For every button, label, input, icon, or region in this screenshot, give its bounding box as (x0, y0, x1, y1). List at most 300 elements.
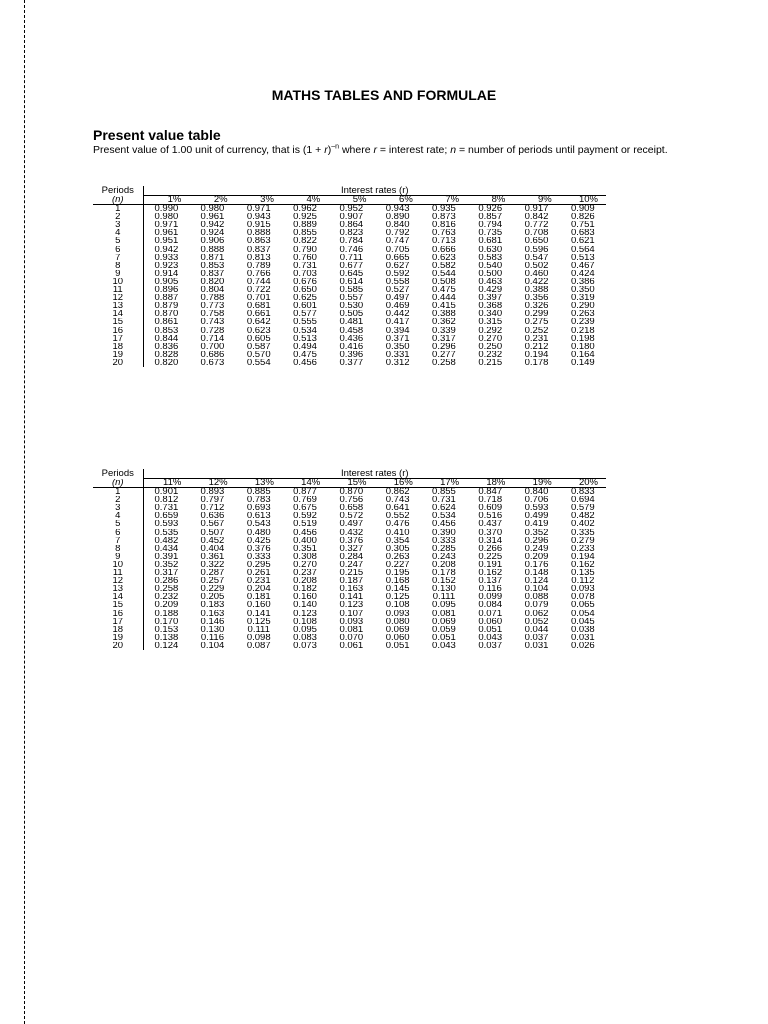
present-value-cell: 0.609 (478, 504, 503, 513)
present-value-cell: 0.187 (339, 577, 364, 586)
present-value-cell: 0.701 (246, 294, 271, 303)
rate-column-header: 15% (328, 479, 374, 488)
present-value-cell: 0.888 (246, 229, 271, 238)
present-value-cell: 0.952 (339, 204, 364, 214)
present-value-cell: 0.059 (432, 625, 456, 634)
table-row (93, 335, 606, 343)
present-value-cell: 0.065 (570, 601, 595, 610)
period-number: 2 (93, 213, 143, 221)
period-number: 1 (93, 488, 143, 497)
periods-header: Periods (93, 186, 143, 196)
present-value-cell: 0.812 (154, 496, 179, 505)
table-row (93, 577, 606, 585)
rate-column-header: 9% (513, 196, 559, 205)
present-value-cell: 0.081 (432, 609, 456, 618)
present-value-cell: 0.208 (432, 560, 456, 570)
rate-column-header: 16% (374, 479, 420, 488)
present-value-cell: 0.148 (524, 569, 549, 578)
present-value-cell: 0.480 (246, 528, 271, 537)
present-value-cell: 0.837 (246, 245, 271, 254)
table-row (93, 246, 606, 254)
present-value-cell: 0.424 (570, 269, 595, 278)
present-value-cell: 0.661 (246, 310, 271, 319)
present-value-cell: 0.194 (524, 350, 549, 359)
present-value-cell: 0.642 (246, 318, 271, 327)
table-row (93, 351, 606, 359)
present-value-cell: 0.183 (200, 601, 225, 610)
present-value-cell: 0.534 (432, 512, 456, 521)
period-number: 4 (93, 512, 143, 520)
present-value-cell: 0.636 (200, 512, 225, 521)
present-value-cell: 0.783 (246, 496, 271, 505)
present-value-cell: 0.111 (247, 625, 270, 634)
period-number: 11 (93, 286, 143, 294)
present-value-cell: 0.906 (200, 237, 225, 246)
present-value-cell: 0.893 (200, 487, 225, 497)
present-value-cell: 0.237 (293, 569, 317, 578)
present-value-cell: 0.335 (570, 528, 595, 537)
present-value-cell: 0.877 (293, 487, 317, 497)
present-value-cell: 0.857 (478, 213, 503, 222)
present-value-cell: 0.677 (339, 261, 364, 270)
table-row (93, 286, 606, 294)
present-value-cell: 0.437 (478, 520, 503, 529)
present-value-cell: 0.331 (385, 350, 410, 359)
present-value-cell: 0.840 (524, 487, 549, 497)
present-value-cell: 0.873 (432, 213, 456, 222)
present-value-cell: 0.170 (154, 617, 179, 626)
present-value-cell: 0.275 (524, 318, 549, 327)
present-value-cell: 0.943 (385, 204, 410, 214)
rate-column-header: 11% (143, 479, 189, 488)
present-value-cell: 0.962 (293, 204, 317, 214)
present-value-cell: 0.804 (200, 286, 225, 295)
table-row (93, 310, 606, 318)
present-value-cell: 0.924 (200, 229, 225, 238)
present-value-cell: 0.124 (524, 577, 549, 586)
present-value-cell: 0.232 (154, 593, 179, 602)
present-value-cell: 0.204 (246, 585, 271, 594)
present-value-cell: 0.415 (432, 302, 456, 311)
present-value-cell: 0.084 (478, 601, 503, 610)
present-value-cell: 0.788 (200, 294, 225, 303)
rate-column-header: 14% (282, 479, 328, 488)
period-number: 19 (93, 634, 143, 642)
present-value-cell: 0.182 (293, 585, 317, 594)
present-value-cell: 0.844 (154, 334, 179, 343)
present-value-cell: 0.452 (200, 536, 225, 545)
present-value-cell: 0.763 (432, 229, 456, 238)
period-number: 14 (93, 310, 143, 318)
present-value-cell: 0.961 (154, 229, 179, 238)
present-value-cell: 0.060 (478, 617, 503, 626)
present-value-cell: 0.218 (570, 326, 595, 335)
table-row (93, 585, 606, 593)
present-value-cell: 0.623 (432, 253, 456, 262)
rate-column-header: 7% (421, 196, 467, 205)
present-value-cell: 0.290 (570, 302, 595, 311)
present-value-cell: 0.840 (385, 221, 410, 230)
period-number: 6 (93, 246, 143, 254)
present-value-cell: 0.789 (246, 261, 271, 270)
present-value-cell: 0.502 (524, 261, 549, 270)
period-number: 10 (93, 561, 143, 569)
present-value-cell: 0.933 (154, 253, 179, 262)
present-value-cell: 0.340 (478, 310, 503, 319)
present-value-cell: 0.703 (293, 269, 317, 278)
present-value-cell: 0.079 (524, 601, 549, 610)
present-value-cell: 0.031 (524, 641, 549, 650)
present-value-cell: 0.650 (293, 286, 317, 295)
present-value-cell: 0.422 (524, 277, 549, 287)
period-number: 18 (93, 626, 143, 634)
present-value-cell: 0.744 (246, 277, 271, 287)
present-value-cell: 0.863 (246, 237, 271, 246)
period-number: 9 (93, 270, 143, 278)
present-value-cell: 0.482 (154, 536, 179, 545)
present-value-cell: 0.191 (478, 560, 503, 570)
present-value-cell: 0.935 (432, 204, 456, 214)
present-value-cell: 0.051 (385, 641, 410, 650)
present-value-cell: 0.080 (385, 617, 410, 626)
present-value-cell: 0.582 (432, 261, 456, 270)
present-value-cell: 0.467 (570, 261, 595, 270)
present-value-cell: 0.500 (478, 269, 503, 278)
present-value-cell: 0.263 (570, 310, 595, 319)
present-value-cell: 0.614 (339, 277, 364, 287)
rate-column-header: 5% (328, 196, 374, 205)
present-value-cell: 0.890 (385, 213, 410, 222)
present-value-cell: 0.061 (339, 641, 364, 650)
present-value-cell: 0.195 (385, 569, 410, 578)
description-text: = number of periods until payment or receipt. (456, 144, 668, 156)
present-value-cell: 0.585 (339, 286, 364, 295)
present-value-cell: 0.287 (200, 569, 225, 578)
present-value-cell: 0.711 (339, 253, 363, 262)
present-value-cell: 0.790 (293, 245, 317, 254)
present-value-cell: 0.675 (293, 504, 317, 513)
present-value-cell: 0.112 (571, 577, 595, 586)
present-value-cell: 0.180 (570, 342, 595, 351)
present-value-cell: 0.641 (385, 504, 410, 513)
present-value-cell: 0.980 (200, 204, 225, 214)
present-value-cell: 0.923 (154, 261, 179, 270)
present-value-cell: 0.596 (524, 245, 549, 254)
present-value-cell: 0.497 (385, 294, 410, 303)
present-value-cell: 0.125 (246, 617, 271, 626)
present-value-cell: 0.212 (524, 342, 549, 351)
present-value-cell: 0.592 (385, 269, 410, 278)
table-row (93, 618, 606, 626)
section-title: Present value table (93, 127, 221, 143)
present-value-cell: 0.915 (246, 221, 271, 230)
present-value-cell: 0.925 (293, 213, 317, 222)
present-value-cell: 0.853 (154, 326, 179, 335)
present-value-cell: 0.350 (570, 286, 595, 295)
present-value-cell: 0.371 (385, 334, 410, 343)
table-row (93, 634, 606, 642)
present-value-cell: 0.564 (570, 245, 595, 254)
present-value-cell: 0.396 (339, 350, 364, 359)
present-value-cell: 0.577 (293, 310, 317, 319)
present-value-cell: 0.961 (200, 213, 225, 222)
present-value-cell: 0.043 (432, 641, 456, 650)
present-value-cell: 0.458 (339, 326, 364, 335)
present-value-cell: 0.095 (293, 625, 317, 634)
present-value-cell: 0.547 (524, 253, 549, 262)
rate-column-header: 6% (374, 196, 420, 205)
present-value-cell: 0.258 (432, 358, 456, 367)
present-value-cell: 0.540 (478, 261, 503, 270)
present-value-cell: 0.820 (200, 277, 225, 287)
present-value-cell: 0.613 (246, 512, 271, 521)
present-value-cell: 0.475 (432, 286, 456, 295)
present-value-cell: 0.037 (524, 633, 549, 642)
present-value-cell: 0.700 (200, 342, 225, 351)
present-value-cell: 0.826 (570, 213, 595, 222)
present-value-cell: 0.125 (385, 593, 410, 602)
present-value-cell: 0.069 (385, 625, 410, 634)
period-number: 8 (93, 545, 143, 553)
present-value-cell: 0.951 (154, 237, 179, 246)
present-value-cell: 0.270 (478, 334, 503, 343)
table-row (93, 318, 606, 326)
page-title: MATHS TABLES AND FORMULAE (271, 87, 497, 103)
present-value-cell: 0.816 (432, 221, 456, 230)
present-value-cell: 0.714 (200, 334, 225, 343)
present-value-cell: 0.624 (432, 504, 456, 513)
rate-column-header: 4% (282, 196, 328, 205)
present-value-cell: 0.250 (478, 342, 503, 351)
present-value-cell: 0.160 (293, 593, 317, 602)
period-number: 11 (93, 569, 143, 577)
present-value-cell: 0.889 (293, 221, 317, 230)
rate-column-header: 10% (560, 196, 606, 205)
present-value-cell: 0.476 (385, 520, 410, 529)
present-value-cell: 0.315 (478, 318, 503, 327)
table-row (93, 294, 606, 302)
present-value-cell: 0.104 (200, 641, 225, 650)
present-value-cell: 0.111 (432, 593, 456, 602)
present-value-cell: 0.305 (385, 544, 410, 553)
present-value-cell: 0.285 (432, 544, 456, 553)
table-row (93, 553, 606, 561)
rate-column-header: 1% (143, 196, 189, 205)
period-number: 20 (93, 642, 143, 650)
page-margin-line (24, 0, 25, 1024)
table-row (93, 569, 606, 577)
present-value-cell: 0.499 (524, 512, 549, 521)
present-value-cell: 0.971 (246, 204, 271, 214)
present-value-cell: 0.557 (339, 294, 364, 303)
present-value-cell: 0.456 (293, 358, 317, 367)
present-value-cell: 0.284 (339, 552, 364, 561)
description-text: where (339, 144, 374, 156)
table-row (93, 237, 606, 245)
period-number: 17 (93, 335, 143, 343)
present-value-cell: 0.482 (570, 512, 595, 521)
periods-header: Periods (93, 469, 143, 479)
present-value-cell: 0.141 (246, 609, 271, 618)
present-value-cell: 0.308 (293, 552, 317, 561)
table-row (93, 488, 606, 497)
present-value-cell: 0.130 (200, 625, 225, 634)
present-value-cell: 0.534 (293, 326, 317, 335)
description-variable-r: r (373, 144, 377, 156)
present-value-cell: 0.149 (570, 358, 595, 367)
present-value-cell: 0.391 (154, 552, 179, 561)
present-value-cell: 0.558 (385, 277, 410, 287)
present-value-cell: 0.141 (339, 593, 364, 602)
present-value-cell: 0.070 (339, 633, 364, 642)
present-value-cell: 0.104 (524, 585, 549, 594)
present-value-cell: 0.914 (154, 269, 179, 278)
period-number: 15 (93, 318, 143, 326)
present-value-cell: 0.164 (570, 350, 595, 359)
present-value-cell: 0.731 (293, 261, 317, 270)
present-value-cell: 0.587 (246, 342, 271, 351)
period-number: 16 (93, 327, 143, 335)
present-value-cell: 0.361 (200, 552, 225, 561)
present-value-cell: 0.108 (385, 601, 410, 610)
present-value-cell: 0.481 (339, 318, 364, 327)
present-value-cell: 0.519 (293, 520, 317, 529)
present-value-cell: 0.402 (570, 520, 595, 529)
present-value-cell: 0.356 (524, 294, 549, 303)
present-value-cell: 0.593 (524, 504, 549, 513)
present-value-cell: 0.731 (154, 504, 179, 513)
rate-column-header: 19% (513, 479, 559, 488)
table-row (93, 327, 606, 335)
present-value-cell: 0.694 (570, 496, 595, 505)
present-value-cell: 0.390 (432, 528, 456, 537)
period-number: 17 (93, 618, 143, 626)
present-value-cell: 0.416 (339, 342, 364, 351)
present-value-cell: 0.277 (432, 350, 456, 359)
present-value-cell: 0.429 (478, 286, 503, 295)
present-value-cell: 0.194 (570, 552, 595, 561)
present-value-cell: 0.836 (154, 342, 179, 351)
present-value-cell: 0.888 (200, 245, 225, 254)
present-value-cell: 0.140 (293, 601, 317, 610)
present-value-cell: 0.247 (339, 560, 364, 570)
present-value-cell: 0.123 (293, 609, 317, 618)
period-number: 6 (93, 529, 143, 537)
present-value-cell: 0.417 (385, 318, 410, 327)
table-row (93, 642, 606, 650)
present-value-cell: 0.081 (339, 625, 364, 634)
present-value-cell: 0.837 (200, 269, 225, 278)
present-value-cell: 0.494 (293, 342, 317, 351)
present-value-cell: 0.756 (339, 496, 364, 505)
present-value-cell: 0.239 (570, 318, 595, 327)
present-value-cell: 0.160 (246, 601, 271, 610)
period-number: 13 (93, 585, 143, 593)
present-value-cell: 0.693 (246, 504, 271, 513)
present-value-cell: 0.252 (524, 326, 549, 335)
present-value-cell: 0.579 (570, 504, 595, 513)
present-value-cell: 0.747 (385, 237, 410, 246)
present-value-cell: 0.760 (293, 253, 317, 262)
present-value-cell: 0.243 (432, 552, 456, 561)
present-value-cell: 0.045 (570, 617, 595, 626)
present-value-cell: 0.124 (154, 641, 179, 650)
present-value-cell: 0.508 (432, 277, 456, 287)
present-value-cell: 0.397 (478, 294, 503, 303)
rate-column-header: 18% (467, 479, 513, 488)
present-value-cell: 0.209 (524, 552, 549, 561)
present-value-cell: 0.444 (432, 294, 456, 303)
present-value-cell: 0.535 (154, 528, 179, 537)
present-value-cell: 0.728 (200, 326, 225, 335)
present-value-cell: 0.299 (524, 310, 549, 319)
present-value-cell: 0.527 (385, 286, 410, 295)
present-value-cell: 0.162 (478, 569, 503, 578)
present-value-cell: 0.145 (385, 585, 410, 594)
rate-column-header: 17% (421, 479, 467, 488)
present-value-cell: 0.681 (246, 302, 271, 311)
present-value-cell: 0.322 (200, 560, 225, 570)
present-value-cell: 0.295 (246, 560, 271, 570)
present-value-cell: 0.377 (339, 358, 364, 367)
present-value-cell: 0.116 (478, 585, 502, 594)
present-value-cell: 0.312 (385, 358, 410, 367)
present-value-cell: 0.650 (524, 237, 549, 246)
description-text: ) (327, 144, 332, 156)
description-variable-n: n (450, 144, 457, 156)
present-value-cell: 0.871 (200, 253, 225, 262)
present-value-cell: 0.099 (478, 593, 503, 602)
table-row (93, 593, 606, 601)
present-value-cell: 0.706 (524, 496, 549, 505)
present-value-cell: 0.507 (200, 528, 225, 537)
period-number: 13 (93, 302, 143, 310)
present-value-cell: 0.368 (478, 302, 503, 311)
periods-n-header: (n) (93, 479, 143, 488)
present-value-cell: 0.215 (339, 569, 364, 578)
present-value-cell: 0.419 (524, 520, 549, 529)
table-row (93, 561, 606, 569)
present-value-cell: 0.862 (385, 487, 410, 497)
present-value-cell: 0.708 (524, 229, 549, 238)
period-number: 5 (93, 520, 143, 528)
present-value-cell: 0.233 (570, 544, 595, 553)
table-row (93, 254, 606, 262)
present-value-cell: 0.263 (385, 552, 410, 561)
present-value-cell: 0.261 (246, 569, 271, 578)
present-value-cell: 0.394 (385, 326, 410, 335)
present-value-cell: 0.543 (246, 520, 271, 529)
present-value-cell: 0.990 (154, 204, 179, 214)
present-value-cell: 0.593 (154, 520, 179, 529)
present-value-cell: 0.249 (524, 544, 549, 553)
present-value-cell: 0.567 (200, 520, 225, 529)
present-value-cell: 0.208 (293, 577, 317, 586)
present-value-cell: 0.681 (478, 237, 503, 246)
present-value-cell: 0.279 (570, 536, 595, 545)
table-row (93, 359, 606, 367)
present-value-cell: 0.317 (154, 569, 179, 578)
present-value-cell: 0.319 (570, 294, 595, 303)
present-value-cell: 0.137 (478, 577, 503, 586)
period-number: 10 (93, 278, 143, 286)
table-row (93, 270, 606, 278)
rate-column-header: 3% (236, 196, 282, 205)
present-value-cell: 0.296 (432, 342, 456, 351)
present-value-cell: 0.436 (339, 334, 364, 343)
present-value-cell: 0.176 (524, 560, 549, 570)
present-value-cell: 0.178 (432, 569, 456, 578)
